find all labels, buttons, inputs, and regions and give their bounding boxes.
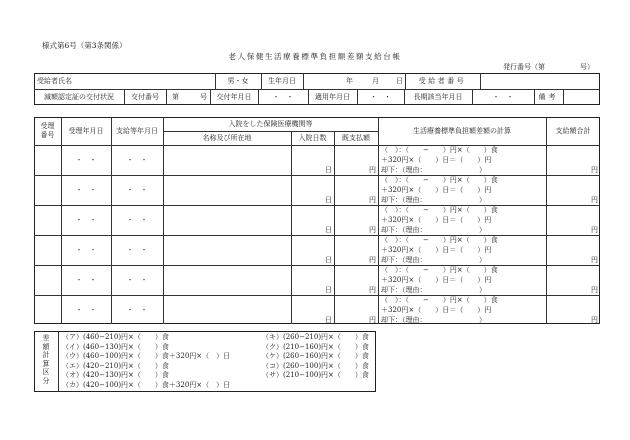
calc-header: 生活療養標準負担額差額の計算 bbox=[413, 127, 511, 135]
days-unit: 日 bbox=[325, 256, 332, 264]
birth-date-label: 生年月日 bbox=[268, 77, 296, 85]
days-unit: 日 bbox=[325, 196, 332, 204]
legend-item: （ク）(210−160)円×（ ）食 bbox=[262, 342, 369, 351]
amount-paid-unit: 円 bbox=[369, 256, 376, 264]
total-unit: 円 bbox=[591, 166, 598, 174]
receipt-date-cell[interactable]: ・ ・ bbox=[75, 306, 97, 314]
calc-line-3: 却下：（理由： ） bbox=[381, 316, 486, 324]
amount-paid-unit: 円 bbox=[369, 196, 376, 204]
calc-line-1: （ ）：（ − ）円×（ ）食 bbox=[381, 266, 498, 274]
amount-paid-unit: 円 bbox=[369, 316, 376, 324]
birth-day-unit: 日 bbox=[396, 77, 403, 85]
institution-group-header: 入院をした保険医療機関等 bbox=[228, 120, 313, 128]
payment-date-cell[interactable]: ・ ・ bbox=[126, 156, 148, 164]
calc-line-2: ＋320円×（ ）日＝（ ）円 bbox=[381, 156, 492, 164]
calc-line-2: ＋320円×（ ）日＝（ ）円 bbox=[381, 306, 492, 314]
calc-line-3: 却下：（理由： ） bbox=[381, 166, 486, 174]
receipt-date-cell[interactable]: ・ ・ bbox=[75, 276, 97, 284]
legend-item: （コ）(260−100)円×（ ）食 bbox=[262, 361, 369, 370]
page-title: 老人保健生活療養標準負担額差額支給台帳 bbox=[228, 52, 402, 61]
calc-line-2: ＋320円×（ ）日＝（ ）円 bbox=[381, 276, 492, 284]
payment-date-cell[interactable]: ・ ・ bbox=[126, 216, 148, 224]
amount-paid-unit: 円 bbox=[369, 226, 376, 234]
recipient-number-label: 受給者番号 bbox=[418, 77, 467, 85]
birth-year-unit: 年 bbox=[346, 77, 353, 85]
calc-line-1: （ ）：（ − ）円×（ ）食 bbox=[381, 236, 498, 244]
days-unit: 日 bbox=[325, 226, 332, 234]
days-unit: 日 bbox=[325, 316, 332, 324]
issue-no-go: 号 bbox=[200, 93, 207, 101]
recipient-name-label: 受給者氏名 bbox=[37, 77, 72, 85]
reduction-cert-label: 減額認定証の交付状況 bbox=[44, 93, 114, 101]
legend-item: （ア）(460−210)円×（ ）食 bbox=[62, 333, 169, 341]
calc-line-2: ＋320円×（ ）日＝（ ）円 bbox=[381, 246, 492, 254]
payment-date-header: 支給等年月日 bbox=[116, 127, 158, 135]
legend-label: 差額計算区分 bbox=[42, 334, 50, 385]
form-number: 様式第6号（第3条関係） bbox=[42, 41, 127, 50]
birth-month-unit: 月 bbox=[372, 77, 379, 85]
legend-item: （カ）(420−100)円×（ ）食＋320円×（ ）日 bbox=[62, 380, 231, 389]
days-header: 入院日数 bbox=[298, 134, 327, 142]
legend-item: （サ）(210−100)円×（ ）食 bbox=[262, 371, 369, 379]
calc-line-3: 却下：（理由： ） bbox=[381, 286, 486, 294]
days-unit: 日 bbox=[325, 286, 332, 294]
payment-date-cell[interactable]: ・ ・ bbox=[126, 306, 148, 314]
issue-number-suffix: 号） bbox=[580, 63, 594, 71]
issue-date-field[interactable]: ・ ・ bbox=[272, 93, 294, 101]
total-unit: 円 bbox=[591, 286, 598, 294]
long-term-field[interactable]: ・ ・ bbox=[492, 93, 514, 101]
calc-line-2: ＋320円×（ ）日＝（ ）円 bbox=[381, 216, 492, 224]
applicable-date-label: 適用年月日 bbox=[315, 93, 350, 101]
calc-line-3: 却下：（理由： ） bbox=[381, 256, 486, 264]
days-unit: 日 bbox=[325, 166, 332, 174]
legend-item: （ケ）(260−160)円×（ ）食 bbox=[262, 352, 369, 360]
total-header: 支給額合計 bbox=[555, 127, 591, 135]
long-term-label: 長期該当年月日 bbox=[413, 93, 463, 101]
sex-field[interactable]: 男・女 bbox=[227, 77, 249, 85]
amount-paid-unit: 円 bbox=[369, 166, 376, 174]
applicable-date-field[interactable]: ・ ・ bbox=[370, 93, 391, 101]
calc-line-3: 却下：（理由： ） bbox=[381, 196, 486, 204]
calc-line-3: 却下：（理由： ） bbox=[381, 226, 486, 234]
name-address-header: 名称及び所在地 bbox=[202, 134, 252, 142]
legend-item: （イ）(460−130)円×（ ）食 bbox=[62, 342, 169, 351]
legend-item: （ウ）(460−100)円×（ ）食＋320円×（ ）日 bbox=[62, 352, 231, 360]
legend-item: （エ）(420−210)円×（ ）食 bbox=[62, 361, 169, 370]
calc-line-2: ＋320円×（ ）日＝（ ）円 bbox=[381, 186, 492, 194]
calc-line-1: （ ）：（ − ）円×（ ）食 bbox=[381, 146, 498, 154]
calc-line-1: （ ）：（ − ）円×（ ）食 bbox=[381, 296, 498, 304]
receipt-date-cell[interactable]: ・ ・ bbox=[75, 186, 97, 194]
receipt-date-cell[interactable]: ・ ・ bbox=[75, 156, 97, 164]
remarks-label: 備考 bbox=[538, 93, 559, 101]
payment-date-cell[interactable]: ・ ・ bbox=[126, 186, 148, 194]
issue-no-label: 交付番号 bbox=[131, 93, 159, 101]
total-unit: 円 bbox=[591, 256, 598, 264]
amount-paid-header: 既支払額 bbox=[342, 134, 370, 142]
amount-paid-unit: 円 bbox=[369, 286, 376, 294]
total-unit: 円 bbox=[591, 196, 598, 204]
payment-date-cell[interactable]: ・ ・ bbox=[126, 246, 148, 254]
receipt-date-cell[interactable]: ・ ・ bbox=[75, 216, 97, 224]
receipt-date-header: 受理年月日 bbox=[68, 127, 104, 135]
total-unit: 円 bbox=[591, 316, 598, 324]
issue-date-label: 交付年月日 bbox=[216, 93, 252, 101]
receipt-no-header: 受理番号 bbox=[40, 122, 55, 139]
calc-line-1: （ ）：（ − ）円×（ ）食 bbox=[381, 176, 498, 184]
issue-number-label: 発行番号（第 bbox=[503, 63, 545, 71]
issue-no-dai: 第 bbox=[172, 93, 179, 101]
total-unit: 円 bbox=[591, 226, 598, 234]
receipt-date-cell[interactable]: ・ ・ bbox=[75, 246, 97, 254]
calc-line-1: （ ）：（ − ）円×（ ）食 bbox=[381, 206, 498, 214]
legend-item: （キ）(260−210)円×（ ）食 bbox=[262, 333, 369, 341]
payment-date-cell[interactable]: ・ ・ bbox=[126, 276, 148, 284]
legend-item: （オ）(420−130)円×（ ）食 bbox=[62, 371, 169, 379]
